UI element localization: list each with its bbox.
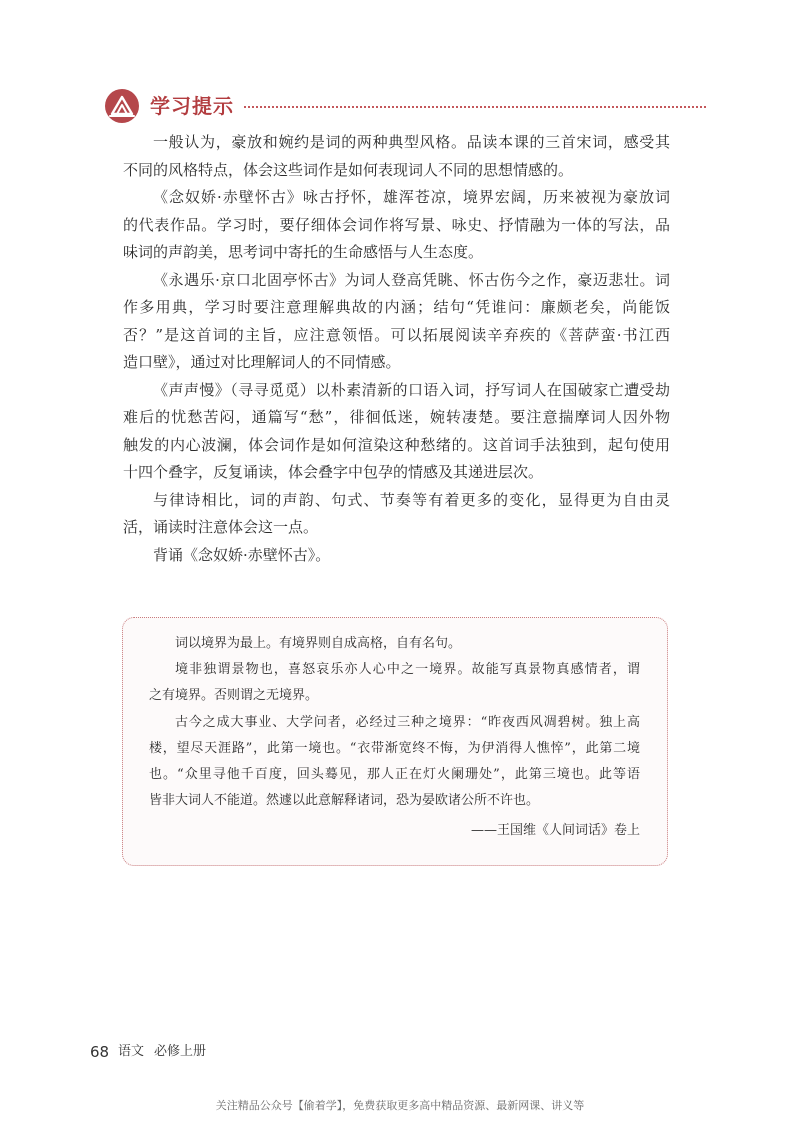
paragraph-2 (123, 184, 670, 267)
quote-line: 皆非大词人不能道。然遽以此意解释诸词，恐为晏欧诸公所不许也。 (149, 793, 540, 809)
quote-paragraph-2 (149, 657, 640, 709)
text-line: 背诵《念奴娇·赤壁怀古》。 (153, 545, 331, 564)
text-line: 味词的声韵美，思考词中寄托的生命感悟与人生态度。 (123, 243, 484, 261)
text-line: 不同的风格特点，体会这些词作是如何表现词人不同的思想情感的。 (123, 160, 574, 179)
text-line: 造口壁》，通过对比理解词人的不同情感。 (123, 353, 401, 371)
quote-line: 境非独谓景物也，喜怒哀乐亦人心中之一境界。故能写真景物真感情者，谓 (175, 662, 640, 678)
quote-paragraph-3 (149, 710, 640, 815)
quote-line: 古今之成大事业、大学问者，必经过三种之境界：“昨夜西风凋碧树。独上高 (175, 714, 640, 730)
book-subject: 语文 (118, 1044, 145, 1059)
page-number: 68 (90, 1043, 110, 1061)
quote-paragraph-1 (149, 631, 640, 657)
text-line: 难后的忧愁苦闷，通篇写“愁”，徘徊低迷，婉转凄楚。要注意揣摩词人因外物 (123, 408, 670, 426)
quote-line: 楼，望尽天涯路”，此第一境也。“衣带渐宽终不悔，为伊消得人憔悴”，此第二境 (149, 740, 640, 756)
text-line: 作多用典，学习时要注意理解典故的内涵；结句“凭谁问：廉颇老矣，尚能饭 (123, 298, 670, 316)
quote-box (122, 617, 668, 866)
bottom-note: 关注精品公众号【偷着学】，免费获取更多高中精品资源、最新网课、讲义等 (215, 1099, 585, 1112)
paragraph-5 (123, 487, 670, 542)
quote-attribution: ——王国维《人间词话》卷上 (470, 823, 640, 839)
dotted-divider (244, 106, 706, 108)
paragraph-3 (123, 267, 670, 377)
quote-line: 也。“众里寻他千百度，回头蓦见，那人正在灯火阑珊处”，此第三境也。此等语 (149, 766, 640, 782)
quote-line: 之有境界。否则谓之无境界。 (149, 688, 319, 704)
study-tips-icon (105, 89, 139, 123)
text-line: 十四个叠字，反复诵读，体会叠字中包孕的情感及其递进层次。 (123, 463, 544, 481)
quote-line: 词以境界为最上。有境界则自成高格，自有名句。 (175, 636, 462, 651)
text-line: 一般认为，豪放和婉约是词的两种典型风格。品读本课的三首宋词，感受其 (153, 133, 670, 151)
study-tips-text (123, 129, 670, 569)
paragraph-1 (123, 129, 670, 184)
text-line: 的代表作品。学习时，要仔细体会词作将写景、咏史、抒情融为一体的写法，品 (123, 215, 670, 234)
quote-text (149, 631, 640, 844)
book-title (118, 1043, 206, 1061)
section-title: 学习提示 (150, 94, 234, 118)
text-line: 《念奴娇·赤壁怀古》咏古抒怀，雄浑苍凉，境界宏阔，历来被视为豪放词 (153, 188, 670, 206)
text-line: 触发的内心波澜，体会词作是如何渲染这种愁绪的。这首词手法独到，起句使用 (123, 435, 670, 454)
text-line: 《永遇乐·京口北固亭怀古》为词人登高凭眺、怀古伤今之作，豪迈悲壮。词 (153, 270, 670, 289)
text-line: 否？”是这首词的主旨，应注意领悟。可以拓展阅读辛弃疾的《菩萨蛮·书江西 (123, 325, 670, 344)
paragraph-4 (123, 377, 670, 487)
paragraph-6 (123, 542, 670, 570)
text-line: 与律诗相比，词的声韵、句式、节奏等有着更多的变化，显得更为自由灵 (153, 490, 670, 509)
text-line: 《声声慢》（寻寻觅觅）以朴素清新的口语入词，抒写词人在国破家亡遭受劫 (153, 380, 670, 399)
text-line: 活，诵读时注意体会这一点。 (123, 518, 319, 536)
book-volume: 必修上册 (154, 1044, 207, 1059)
